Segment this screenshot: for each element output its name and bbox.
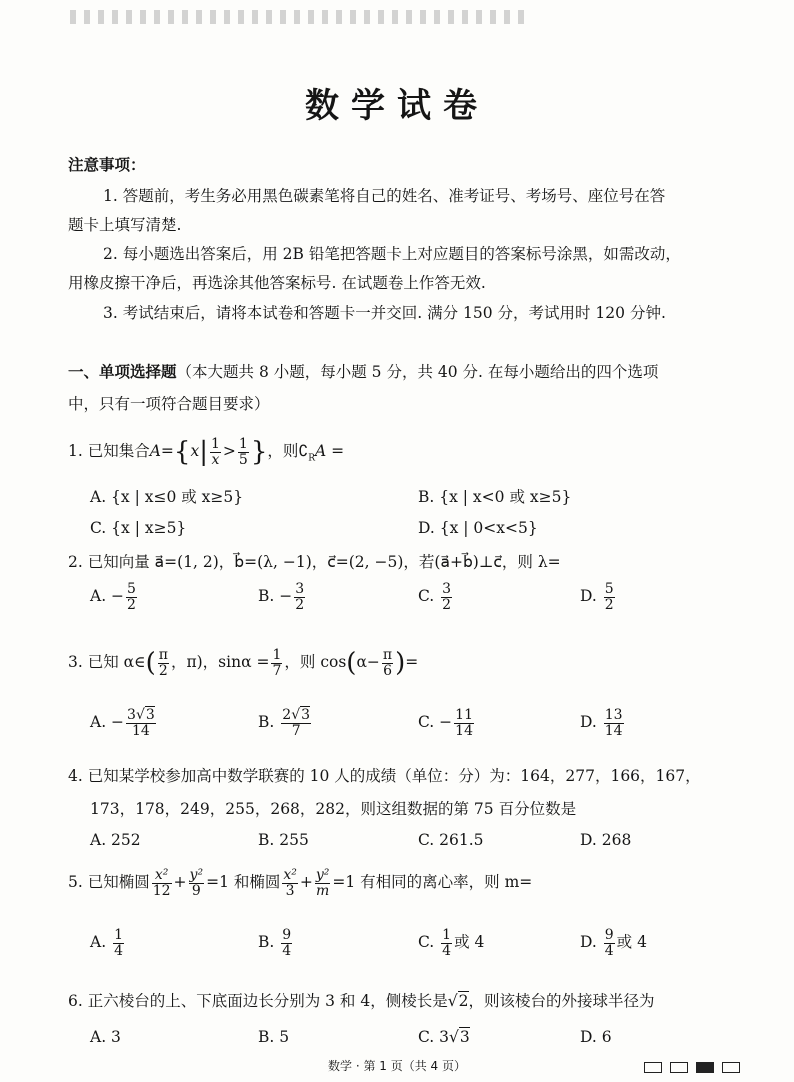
box-icon-3 [696,1062,714,1073]
q1-post: ，则∁ [267,442,309,461]
section-heading [68,360,658,382]
q1-frac-2: $\frac{1}{5}$ [238,436,248,468]
q5-option-c: C. $\frac{1}{4}$ 或 4 [418,927,485,959]
q1-tail: A = [315,442,345,461]
q6-option-a: A. 3 [90,1028,121,1046]
notice-line-3: 2. 每小题选出答案后，用 2B 铅笔把答题卡上对应题目的答案标号涂黑，如需改动， [103,245,681,263]
q1-option-d: D. {x | 0<x<5} [418,519,538,537]
section-desc-2: 中，只有一项符合题目要求） [68,395,270,413]
q1-set-a: A= [149,442,174,461]
q2-option-d: D. $\frac{5}{2}$ [580,581,614,613]
q3-alpha: α− [356,653,380,672]
page-footer: 数学 · 第 1 页（共 4 页） [328,1059,466,1073]
q1-pre: 1. 已知集合 [68,442,150,461]
q3-frac-1: $\frac{\pi}{2}$ [158,647,168,679]
q6-option-b: B. 5 [258,1028,290,1046]
q6-rad: 2 [458,992,469,1010]
question-2: 2. 已知向量 a⃗=(1, 2)，b⃗=(λ, −1)，c⃗=(2, −5)，若(a⃗+b⃗)⊥c⃗，则 λ= [68,553,561,571]
q5-option-d: D. $\frac{9}{4}$ 或 4 [580,927,647,959]
q2-option-b: B. − $\frac{3}{2}$ [258,581,305,613]
box-icon-1 [644,1062,662,1073]
box-icon-4 [722,1062,740,1073]
q2-option-c: C. $\frac{3}{2}$ [418,581,452,613]
q6-post: ，则该棱台的外接球半径为 [468,992,655,1010]
box-icon-2 [670,1062,688,1073]
q5-option-b: B. $\frac{9}{4}$ [258,927,292,959]
section-title: 一、单项选择题 [68,363,177,381]
q5-frac-3: $\frac{\text{x²}}{3}$ [283,867,297,899]
notice-heading: 注意事项： [68,156,146,174]
notice-line-1: 1. 答题前，考生务必用黑色碳素笔将自己的姓名、准考证号、考场号、座位号在答 [103,187,666,205]
q5-post: =1 有相同的离心率，则 m= [332,873,533,892]
q1-x: x [190,442,200,461]
question-3: 3. 已知 α∈( $\frac{\pi}{2}$ ，π)，sinα = $\frac{1}{7}$ ，则 cos(α− $\frac{\pi}{6}$ )= [68,647,419,679]
q5-mid: =1 和椭圆 [206,873,281,892]
question-4-line-2: 173，178，249，255，268，282，则这组数据的第 75 百分位数是 [90,800,577,818]
q2-option-a: A. − $\frac{5}{2}$ [90,581,136,613]
q4-option-d: D. 268 [580,831,632,849]
q3-frac-2: $\frac{1}{7}$ [272,647,282,679]
q3-option-d: D. $\frac{13}{14}$ [580,707,623,739]
question-1: 1. 已知集合A={x| $\frac{1}{x}$ > $\frac{1}{5}$ }，则$∁_RA$ = [68,436,345,468]
question-4-line-1: 4. 已知某学校参加高中数学联赛的 10 人的成绩（单位：分）为：164，277，166，167， [68,767,701,785]
q3-option-b: B. $\frac{2√3}{7}$ [258,707,311,739]
q1-option-b: B. {x | x<0 或 x≥5} [418,488,572,506]
q4-option-c: C. 261.5 [418,831,484,849]
q6-option-c: C. 3√3 [418,1028,470,1046]
q6-option-d: D. 6 [580,1028,612,1046]
q3-option-c: C. − $\frac{11}{14}$ [418,707,473,739]
q4-option-b: B. 255 [258,831,309,849]
q3-frac-3: $\frac{\pi}{6}$ [382,647,393,679]
notice-line-2: 题卡上填写清楚. [68,216,182,234]
q4-option-a: A. 252 [90,831,141,849]
answer-boxes [644,1057,774,1071]
q3-mid: ，π)，sinα = [170,653,270,672]
q5-pre: 5. 已知椭圆 [68,873,150,892]
q5-option-a: A. $\frac{1}{4}$ [90,927,123,959]
q1-sub: R [308,453,316,464]
notice-line-5: 3. 考试结束后，请将本试卷和答题卡一并交回. 满分 150 分，考试用时 120 分钟. [103,304,666,322]
q1-gt: > [222,442,236,461]
q1-option-c: C. {x | x≥5} [90,519,187,537]
q3-option-a: A. − $\frac{3√3}{14}$ [90,707,155,739]
q6-pre: 6. 正六棱台的上、下底面边长分别为 3 和 4，侧棱长是 [68,992,448,1010]
question-6: 6. 正六棱台的上、下底面边长分别为 3 和 4，侧棱长是√2，则该棱台的外接球半径为 [68,992,655,1010]
question-5: 5. 已知椭圆 $\frac{\text{x²}}{12}$ + $\frac{\text{y²}}{9}$ =1 和椭圆 $\frac{\text{x²}}{3}$ + $\frac{\text{y²}}{m}$ =1 有相同的离心率，则 m= [68,867,533,899]
page-title: 数学试卷 [305,86,489,126]
scan-artifact [70,10,530,24]
q3-eq: = [405,653,419,672]
notice-line-4: 用橡皮擦干净后，再选涂其他答案标号. 在试题卷上作答无效. [68,274,486,292]
section-desc-1: （本大题共 8 小题，每小题 5 分，共 40 分. 在每小题给出的四个选项 [176,363,659,381]
q1-frac-1: $\frac{1}{x}$ [210,436,220,468]
q3-post: ，则 cos [284,653,347,672]
q5-frac-4: $\frac{\text{y²}}{m}$ [315,867,330,899]
q5-frac-2: $\frac{\text{y²}}{9}$ [189,867,204,899]
q5-frac-1: $\frac{\text{x²}}{12}$ [152,867,171,899]
q1-option-a: A. {x | x≤0 或 x≥5} [90,488,244,506]
q3-pre: 3. 已知 α∈ [68,653,146,672]
